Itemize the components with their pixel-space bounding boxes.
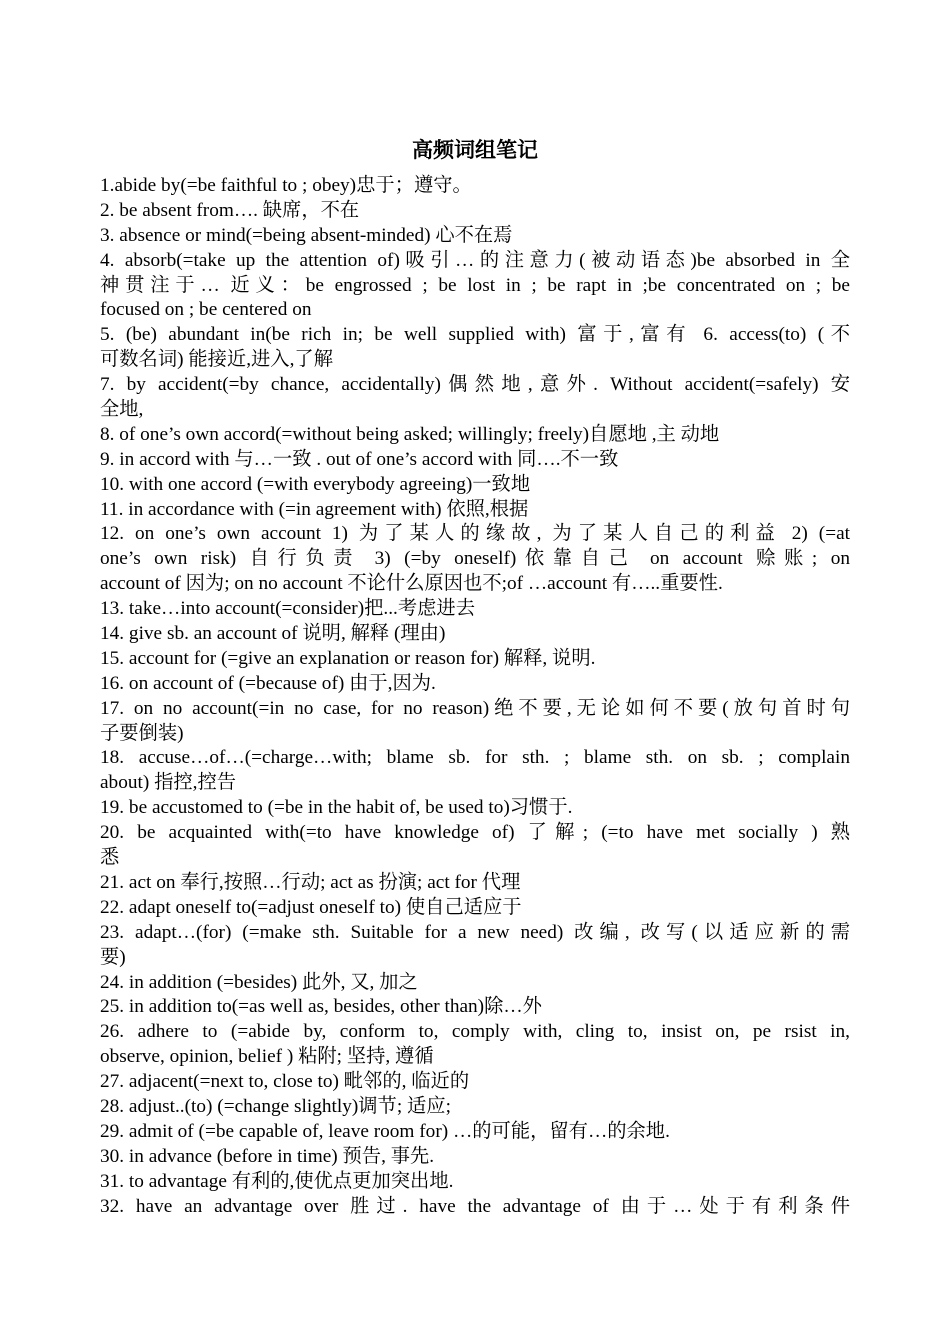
text-line: 可数名词) 能接近,进入,了解 [100, 349, 333, 371]
text-line: 17. on no account(=in no case, for no reason)绝不要,无论如何不要(放句首时句 [100, 697, 850, 719]
text-line: 悉 [100, 847, 120, 869]
text-line: 29. admit of (=be capable of, leave room for) …的可能，留有…的余地. [100, 1120, 670, 1142]
text-line: 子要倒装) [100, 722, 184, 744]
text-line: 24. in addition (=besides) 此外, 又, 加之 [100, 971, 418, 993]
text-line: 31. to advantage 有利的,使优点更加突出地. [100, 1170, 454, 1192]
text-line: 要) [100, 946, 126, 968]
text-line: 19. be accustomed to (=be in the habit of, be used to)习惯于. [100, 797, 573, 819]
text-line: 27. adjacent(=next to, close to) 毗邻的, 临近的 [100, 1071, 470, 1093]
text-line: 25. in addition to(=as well as, besides, other than)除…外 [100, 996, 542, 1018]
text-line: 20. be acquainted with(=to have knowledge of) 了解; (=to have met socially ) 熟 [100, 822, 850, 844]
text-line: 8. of one’s own accord(=without being asked; willingly; freely)自愿地 ,主 动地 [100, 423, 720, 445]
text-line: observe, opinion, belief ) 粘附; 坚持, 遵循 [100, 1046, 434, 1068]
text-line: 全地, [100, 399, 144, 421]
text-line: 4. absorb(=take up the attention of)吸引…的注意力(被动语态)be absorbed in 全 [100, 249, 850, 271]
text-line: 11. in accordance with (=in agreement with) 依照,根据 [100, 498, 529, 520]
text-line: 28. adjust..(to) (=change slightly)调节; 适应; [100, 1095, 451, 1117]
text-line: 16. on account of (=because of) 由于,因为. [100, 672, 436, 694]
text-line: 3. absence or mind(=being absent-minded) 心不在焉 [100, 224, 513, 246]
text-line: 30. in advance (before in time) 预告, 事先. [100, 1145, 435, 1167]
text-line: 14. give sb. an account of 说明, 解释 (理由) [100, 623, 446, 645]
text-line: 5. (be) abundant in(be rich in; be well supplied with) 富于,富有 6. access(to) (不 [100, 324, 850, 346]
text-line: 1.abide by(=be faithful to ; obey)忠于；遵守。 [100, 175, 472, 196]
text-line: one’s own risk) 自行负责 3) (=by oneself)依靠自己 on account 赊账; on [100, 548, 850, 570]
text-line: 2. be absent from…. 缺席，不在 [100, 199, 360, 221]
text-line: 12. on one’s own account 1) 为了某人的缘故, 为了某人自己的利益 2) (=at [100, 523, 850, 545]
text-line: focused on ; be centered on [100, 299, 312, 321]
text-line: 23. adapt…(for) (=make sth. Suitable for a new need) 改编, 改写(以适应新的需 [100, 921, 850, 943]
text-line: 21. act on 奉行,按照…行动; act as 扮演; act for 代理 [100, 871, 521, 893]
text-line: 10. with one accord (=with everybody agreeing)一致地 [100, 473, 531, 495]
text-line: account of 因为; on no account 不论什么原因也不;of …account 有…..重要性. [100, 573, 723, 595]
text-line: 15. account for (=give an explanation or reason for) 解释, 说明. [100, 647, 596, 669]
text-line: 26. adhere to (=abide by, conform to, comply with, cling to, insist on, pe rsist in, [100, 1021, 850, 1043]
text-line: 13. take…into account(=consider)把...考虑进去 [100, 598, 475, 620]
document-body [100, 174, 850, 1219]
document-title: 高频词组笔记 [412, 137, 538, 162]
text-line: 9. in accord with 与…一致 . out of one’s accord with 同….不一致 [100, 448, 619, 470]
text-line: 神贯注于… 近义：be engrossed ; be lost in ; be rapt in ;be concentrated on ; be [100, 274, 850, 296]
text-line: 22. adapt oneself to(=adjust oneself to) 使自己适应于 [100, 896, 522, 918]
text-line: 18. accuse…of…(=charge…with; blame sb. for sth. ; blame sth. on sb. ; complain [100, 747, 850, 769]
text-line: 32. have an advantage over 胜过. have the advantage of 由于…处于有利条件 [100, 1195, 850, 1217]
text-line: about) 指控,控告 [100, 772, 237, 794]
text-line: 7. by accident(=by chance, accidentally)偶然地,意外. Without accident(=safely) 安 [100, 374, 850, 396]
